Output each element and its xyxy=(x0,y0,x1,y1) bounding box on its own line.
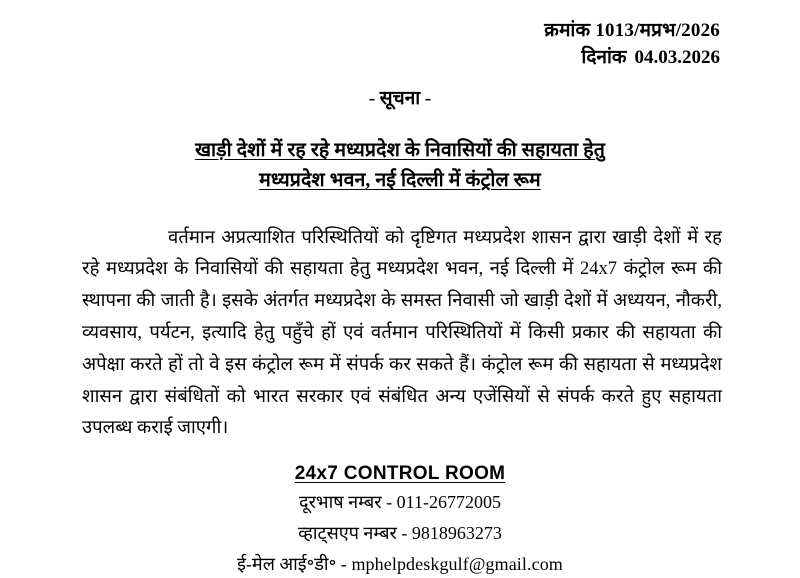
date-label: दिनांक xyxy=(581,46,627,68)
document-date xyxy=(60,44,720,73)
phone-label: दूरभाष नम्बर xyxy=(299,492,382,513)
phone-line xyxy=(60,489,740,516)
whatsapp-line xyxy=(60,520,740,547)
whatsapp-label: व्हाट्सएप नम्बर xyxy=(298,523,397,544)
document-title xyxy=(60,136,740,196)
whatsapp-value: - 9818963273 xyxy=(401,523,502,544)
document-header xyxy=(60,18,740,72)
email-line xyxy=(60,551,740,578)
reference-number: क्रमांक 1013/मप्रभ/2026 xyxy=(544,20,720,41)
notice-heading: - सूचना - xyxy=(368,88,432,110)
control-room-block xyxy=(60,463,740,578)
phone-value: - 011-26772005 xyxy=(386,492,501,513)
title-line-2: मध्यप्रदेश भवन, नई दिल्ली में कंट्रोल रूम xyxy=(259,170,541,192)
body-paragraph xyxy=(60,223,740,446)
title-line-1: खाड़ी देशों में रह रहे मध्यप्रदेश के निवासियों की सहायता हेतु xyxy=(195,140,605,162)
control-room-heading: 24x7 CONTROL ROOM xyxy=(294,463,506,485)
date-value: 04.03.2026 xyxy=(634,46,720,68)
email-value: - mphelpdeskgulf@gmail.com xyxy=(340,554,563,575)
email-label: ई-मेल आई॰डी॰ xyxy=(237,554,337,575)
paragraph-text: वर्तमान अप्रत्याशित परिस्थितियों को दृष्टिगत मध्यप्रदेश शासन द्वारा खाड़ी देशों में रह रहे मध्यप्रदेश के निवासियों की सहायता हेतु मध्यप्रदेश भवन, नई दिल्ली में 24x7 कंट्रोल रूम की स्थापना की जाती है। इसके अंतर्गत मध्यप्रदेश के समस्त निवासी जो खाड़ी देशों में अध्ययन, नौकरी, व्यवसाय, पर्यटन, इत्यादि हेतु पहुँचे हों एवं वर्तमान परिस्थितियों में किसी प्रकार की सहायता की अपेक्षा करते हों तो वे इस कंट्रोल रूम में संपर्क कर सकते हैं। कंट्रोल रूम की सहायता से मध्यप्रदेश शासन द्वारा संबंधितों को भारत सरकार एवं संबंधित अन्य एजेंसियों से संपर्क करते हुए सहायता उपलब्ध कराई जाएगी। xyxy=(82,227,722,439)
